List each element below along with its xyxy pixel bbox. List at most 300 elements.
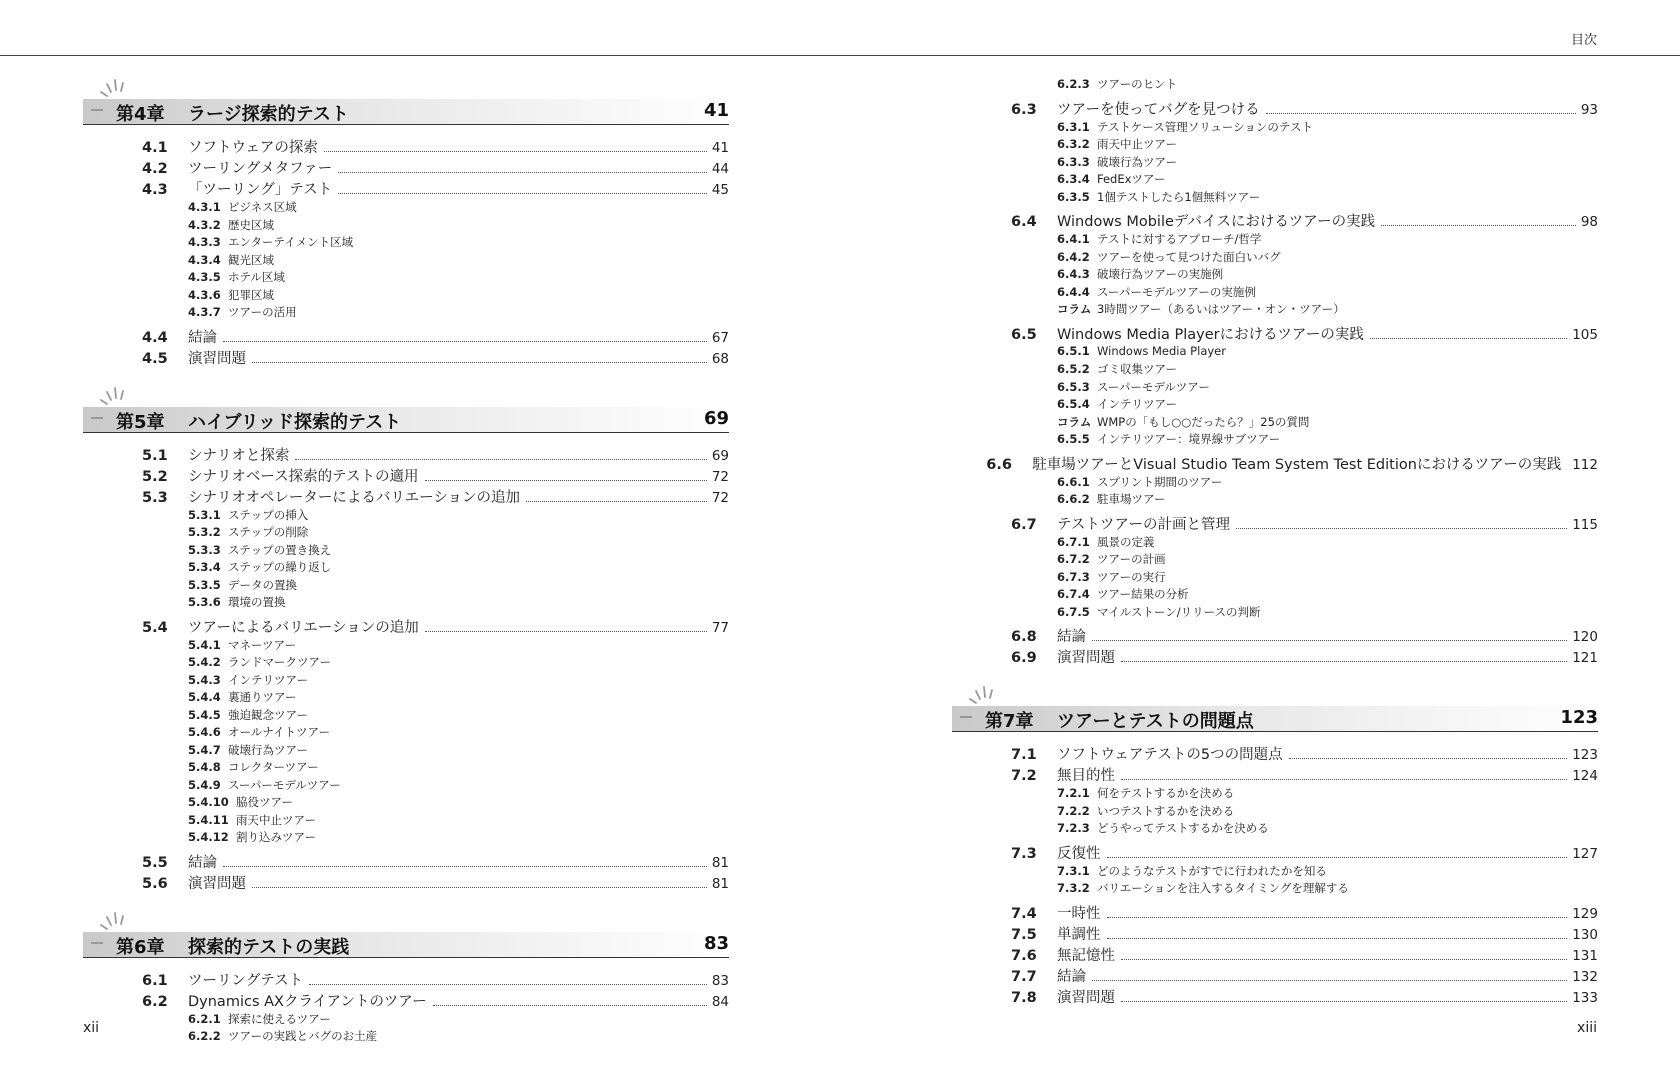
- section-number-text: 6.4: [1011, 214, 1037, 230]
- section-row: [952, 210, 1598, 231]
- section-number: [952, 517, 1057, 533]
- subsection-title: どうやってテストするかを決める: [1097, 821, 1269, 835]
- subsection-number: 5.4.8: [188, 760, 221, 774]
- subsection-title: インテリツアー: [1097, 397, 1178, 411]
- dot-leader: [1092, 640, 1567, 641]
- subsection-title: データの置換: [228, 577, 297, 592]
- subsection-number: 5.3.3: [188, 542, 221, 557]
- subsection-number: 7.2.2: [1057, 803, 1090, 818]
- chapter-title: ツアーとテストの問題点: [1057, 711, 1254, 732]
- subsection-title: ツアーの計画: [1097, 552, 1166, 566]
- chapter-page: 123: [1560, 707, 1598, 728]
- section-title: Windows Media Playerにおけるツアーの実践: [1057, 326, 1364, 343]
- subsection-title: インテリツアー: [228, 672, 309, 687]
- subsection-title: ツアー結果の分析: [1097, 587, 1189, 601]
- section-row: [952, 986, 1598, 1007]
- chapter-dash: [91, 942, 103, 944]
- subsection-number: 6.7.4: [1057, 587, 1090, 601]
- section-number: [952, 747, 1057, 763]
- dot-leader: [425, 480, 707, 481]
- subsection-number: 6.7.5: [1057, 604, 1090, 619]
- section-row: [83, 990, 729, 1011]
- section-number-text: 7.8: [1011, 989, 1037, 1006]
- subsection-number: 6.5.4: [1057, 397, 1090, 411]
- section-title: ツアーを使ってバグを見つける: [1057, 101, 1260, 118]
- subsection-number: 5.4.3: [188, 672, 221, 687]
- subsection-number: 5.4.2: [188, 655, 221, 669]
- section-page: 130: [1572, 926, 1598, 943]
- subsection-row: [952, 119, 1598, 137]
- subsection-title: 雨天中止ツアー: [1097, 137, 1178, 151]
- section-row: [83, 326, 729, 347]
- chapter-bar: [952, 706, 1598, 732]
- subsection-row: [952, 396, 1598, 414]
- subsection-title: ツアーの実践とバグのお土産: [228, 1029, 378, 1043]
- section-number: [952, 846, 1057, 862]
- subsection-number: 6.2.1: [188, 1011, 221, 1026]
- section-row: [952, 98, 1598, 119]
- dot-leader: [1107, 938, 1568, 939]
- subsection-number: 5.3.5: [188, 577, 221, 592]
- subsection-number: 6.4.4: [1057, 284, 1090, 299]
- subsection-number: 5.4.7: [188, 742, 221, 757]
- chapter-heading: [83, 915, 729, 963]
- burst-ornament-icon: [964, 685, 1004, 707]
- subsection-row: [952, 604, 1598, 622]
- section-row: [83, 178, 729, 199]
- subsection-title: 強迫観念ツアー: [228, 707, 309, 722]
- section-page: 98: [1580, 214, 1598, 230]
- section-number: [952, 768, 1057, 784]
- section-number: [83, 140, 188, 156]
- subsection-row: [83, 759, 729, 777]
- subsection-number: 6.5.1: [1057, 343, 1090, 358]
- section-page: 81: [711, 875, 729, 892]
- subsection-title: 犯罪区域: [228, 287, 274, 302]
- section-page: 72: [711, 489, 729, 506]
- section-page: 83: [711, 972, 729, 989]
- section-number-text: 5.5: [142, 854, 168, 871]
- subsection-row: [952, 249, 1598, 267]
- section-number-text: 6.3: [1011, 101, 1037, 118]
- subsection-title: ステップの置き換え: [228, 542, 332, 557]
- subsection-row: [952, 136, 1598, 154]
- section-number: [83, 448, 188, 464]
- section-number: [952, 906, 1057, 922]
- section-number-text: 7.4: [1011, 905, 1037, 922]
- subsection-number: 4.3.5: [188, 270, 221, 284]
- subsection-row: [83, 559, 729, 577]
- section-number: [952, 990, 1057, 1006]
- subsection-number: 6.4.2: [1057, 249, 1090, 264]
- subsection-row: [83, 507, 729, 525]
- section-title: 単調性: [1057, 926, 1101, 943]
- subsection-number: コラム: [1057, 414, 1092, 429]
- subsection-row: [83, 829, 729, 847]
- subsection-row: [83, 689, 729, 707]
- section-page: 123: [1572, 747, 1598, 763]
- section-number-text: 4.4: [142, 329, 168, 346]
- subsection-number: 6.7.1: [1057, 534, 1090, 549]
- section-page: 112: [1572, 456, 1598, 473]
- subsection-title: 環境の置換: [228, 595, 286, 609]
- section-number-text: 5.6: [142, 875, 168, 892]
- section-number-text: 6.2: [142, 993, 168, 1010]
- section-number-text: 4.2: [142, 161, 168, 177]
- section-title: シナリオベース探索的テストの適用: [188, 468, 419, 485]
- subsection-title: 観光区域: [228, 252, 274, 267]
- section-number-text: 4.5: [142, 350, 168, 367]
- section-number-text: 6.1: [142, 972, 168, 989]
- section-title: ソフトウェアテストの5つの問題点: [1057, 747, 1283, 763]
- subsection-row: [83, 1011, 729, 1029]
- subsection-title: 裏通りツアー: [228, 690, 297, 704]
- subsection-number: 5.3.2: [188, 525, 221, 539]
- subsection-title: 歴史区域: [228, 217, 274, 232]
- subsection-row: [952, 171, 1598, 189]
- subsection-title: スーパーモデルツアーの実施例: [1097, 284, 1256, 299]
- subsection-row: [952, 803, 1598, 821]
- subsection-number: コラム: [1057, 302, 1092, 316]
- subsection-title: インテリツアー：境界線サブツアー: [1097, 432, 1281, 446]
- subsection-number: 6.3.4: [1057, 172, 1090, 186]
- subsection-title: コレクターツアー: [228, 760, 319, 774]
- subsection-row: [83, 724, 729, 742]
- subsection-row: [83, 812, 729, 830]
- section-page: 120: [1572, 629, 1598, 645]
- subsection-number: 7.3.1: [1057, 863, 1090, 878]
- subsection-row: [952, 586, 1598, 604]
- subsection-row: [83, 304, 729, 322]
- subsection-title: どのようなテストがすでに行われたかを知る: [1097, 863, 1327, 878]
- subsection-row: [83, 252, 729, 270]
- dot-leader: [252, 887, 707, 888]
- section-number-text: 5.3: [142, 489, 168, 506]
- section-number: [83, 330, 188, 346]
- subsection-row: [952, 361, 1598, 379]
- subsection-title: スーパーモデルツアー: [228, 777, 341, 792]
- subsection-row: [83, 1028, 729, 1046]
- section-row: [952, 902, 1598, 923]
- section-page: 121: [1572, 650, 1598, 666]
- subsection-title: 割り込みツアー: [236, 830, 317, 844]
- subsection-row: [83, 672, 729, 690]
- section-row: [83, 136, 729, 157]
- subsection-row: [83, 742, 729, 760]
- subsection-number: 4.3.7: [188, 305, 221, 319]
- chapter-title: 探索的テストの実践: [188, 936, 350, 958]
- subsection-row: [83, 654, 729, 672]
- section-number: [83, 161, 188, 177]
- section-title: 反復性: [1057, 845, 1101, 862]
- section-title: 演習問題: [188, 350, 246, 367]
- section-number: [952, 948, 1057, 964]
- subsection-row: [952, 301, 1598, 319]
- chapter-title: ラージ探索的テスト: [188, 104, 349, 125]
- chapter-number: 第7章: [985, 711, 1034, 732]
- subsection-title: Windows Media Player: [1097, 343, 1226, 358]
- section-page: 67: [711, 329, 729, 346]
- subsection-title: いつテストするかを決める: [1097, 803, 1235, 818]
- section-number-text: 5.1: [142, 447, 168, 464]
- section-row: [83, 444, 729, 465]
- subsection-title: マネーツアー: [228, 637, 297, 652]
- subsection-title: WMPの「もし○○だったら？」25の質問: [1097, 414, 1310, 429]
- subsection-number: 6.3.3: [1057, 154, 1090, 169]
- section-row: [83, 465, 729, 486]
- section-page: 81: [711, 854, 729, 871]
- section-title: ツアーによるバリエーションの追加: [188, 619, 419, 636]
- subsection-number: 6.6.1: [1057, 474, 1090, 489]
- section-row: [83, 347, 729, 368]
- subsection-title: オールナイトツアー: [228, 725, 331, 739]
- section-page: 84: [711, 993, 729, 1010]
- subsection-number: 7.2.1: [1057, 786, 1090, 800]
- subsection-title: 破壊行為ツアー: [228, 742, 309, 757]
- burst-ornament-icon: [95, 386, 135, 408]
- dot-leader: [295, 459, 706, 460]
- section-title: 結論: [1057, 629, 1086, 645]
- section-title: 無記憶性: [1057, 947, 1115, 964]
- subsection-title: 3時間ツアー（あるいはツアー・オン・ツアー）: [1097, 302, 1345, 316]
- section-row: [952, 625, 1598, 646]
- section-page: 133: [1572, 989, 1598, 1006]
- subsection-number: 6.3.2: [1057, 137, 1090, 151]
- subsection-title: 駐車場ツアー: [1097, 492, 1166, 506]
- section-page: 41: [711, 140, 729, 156]
- page-number-right: xiii: [1577, 1020, 1597, 1036]
- section-page: 93: [1580, 101, 1598, 118]
- chapter-dash: [91, 109, 103, 111]
- section-row: [952, 944, 1598, 965]
- section-row: [83, 616, 729, 637]
- section-number: [83, 855, 188, 871]
- subsection-row: [952, 820, 1598, 838]
- section-row: [952, 513, 1598, 534]
- subsection-row: [952, 379, 1598, 397]
- dot-leader: [1092, 980, 1567, 981]
- subsection-row: [952, 863, 1598, 881]
- dot-leader: [526, 501, 707, 502]
- section-row: [952, 965, 1598, 986]
- section-number-text: 5.4: [142, 619, 168, 636]
- subsection-number: 5.4.4: [188, 690, 221, 704]
- section-title: シナリオオペレーターによるバリエーションの追加: [188, 489, 521, 506]
- subsection-title: 探索に使えるツアー: [228, 1011, 331, 1026]
- section-number: [952, 629, 1057, 645]
- subsection-number: 6.5.3: [1057, 379, 1090, 394]
- section-row: [83, 486, 729, 507]
- dot-leader: [1121, 1001, 1567, 1002]
- subsection-title: ホテル区域: [228, 270, 285, 284]
- section-title: 結論: [188, 854, 217, 871]
- section-number-text: 5.2: [142, 468, 168, 485]
- subsection-number: 6.5.2: [1057, 362, 1090, 376]
- section-number-text: 6.7: [1011, 516, 1037, 533]
- section-page: 115: [1572, 516, 1598, 533]
- subsection-number: 4.3.3: [188, 235, 221, 249]
- section-page: 105: [1572, 326, 1598, 343]
- section-number: [83, 973, 188, 989]
- section-number-text: 7.5: [1011, 926, 1037, 943]
- section-row: [952, 453, 1598, 474]
- section-title: 結論: [1057, 968, 1086, 985]
- chapter-page: 83: [703, 932, 729, 954]
- section-row: [83, 157, 729, 178]
- section-page: 132: [1572, 968, 1598, 985]
- chapter-title: ハイブリッド探索的テスト: [188, 411, 402, 433]
- subsection-row: [952, 880, 1598, 898]
- section-number-text: 6.6: [986, 456, 1012, 473]
- section-title: 演習問題: [1057, 989, 1115, 1006]
- page-number-left: xii: [83, 1020, 100, 1036]
- chapter-bar: [83, 99, 729, 125]
- subsection-title: スーパーモデルツアー: [1097, 379, 1210, 394]
- subsection-number: 6.4.1: [1057, 232, 1090, 246]
- chapter-heading: [952, 689, 1598, 737]
- section-number: [952, 650, 1057, 666]
- section-row: [952, 323, 1598, 344]
- dot-leader: [1121, 661, 1567, 662]
- dot-leader: [338, 193, 707, 194]
- subsection-title: ステップの繰り返し: [228, 560, 332, 574]
- subsection-number: 6.2.3: [1057, 77, 1090, 91]
- section-number-text: 7.1: [1011, 747, 1037, 763]
- subsection-row: [952, 534, 1598, 552]
- section-title: 演習問題: [188, 875, 246, 892]
- section-page: 124: [1572, 768, 1598, 784]
- section-number: [83, 469, 188, 485]
- subsection-number: 7.2.3: [1057, 821, 1090, 835]
- chapter-page: 69: [703, 407, 729, 429]
- subsection-row: [83, 269, 729, 287]
- subsection-number: 7.3.2: [1057, 881, 1090, 895]
- subsection-title: ツアーを使って見つけた面白いバグ: [1097, 249, 1281, 264]
- subsection-row: [83, 524, 729, 542]
- subsection-number: 4.3.4: [188, 252, 221, 267]
- section-title: 「ツーリング」テスト: [188, 182, 333, 198]
- dot-leader: [433, 1005, 707, 1006]
- section-page: 127: [1572, 845, 1598, 862]
- section-title: ツーリングテスト: [188, 972, 304, 989]
- subsection-title: バリエーションを注入するタイミングを理解する: [1097, 881, 1349, 895]
- subsection-number: 5.3.4: [188, 560, 221, 574]
- chapter-number: 第5章: [116, 411, 165, 433]
- section-title: テストツアーの計画と管理: [1057, 516, 1230, 533]
- subsection-row: [952, 431, 1598, 449]
- section-row: [952, 842, 1598, 863]
- chapter-number: 第6章: [116, 936, 165, 958]
- section-number: [952, 457, 1032, 473]
- section-number-text: 7.7: [1011, 968, 1037, 985]
- subsection-title: マイルストーン/リリースの判断: [1097, 604, 1261, 619]
- chapter-bar: [83, 407, 729, 433]
- subsection-title: ツアーの実行: [1097, 569, 1166, 584]
- subsection-row: [83, 542, 729, 560]
- dot-leader: [1107, 857, 1568, 858]
- section-title: Windows Mobileデバイスにおけるツアーの実践: [1057, 214, 1376, 230]
- section-row: [952, 923, 1598, 944]
- dot-leader: [425, 631, 707, 632]
- chapter-page: 41: [703, 100, 729, 121]
- subsection-number: 5.4.11: [188, 812, 229, 827]
- subsection-row: [83, 707, 729, 725]
- subsection-title: ステップの削除: [228, 525, 309, 539]
- subsection-number: 6.5.5: [1057, 432, 1090, 446]
- subsection-row: [952, 491, 1598, 509]
- section-title: 結論: [188, 329, 217, 346]
- subsection-number: 6.3.1: [1057, 119, 1090, 134]
- subsection-row: [83, 577, 729, 595]
- section-title: Dynamics AXクライアントのツアー: [188, 993, 427, 1010]
- section-number: [952, 214, 1057, 230]
- subsection-number: 5.3.6: [188, 595, 221, 609]
- dot-leader: [252, 362, 707, 363]
- section-number: [952, 927, 1057, 943]
- subsection-row: [952, 189, 1598, 207]
- dot-leader: [338, 172, 707, 173]
- section-title: 駐車場ツアーとVisual Studio Team System Test Editionにおけるツアーの実践: [1032, 456, 1562, 473]
- section-page: 77: [711, 619, 729, 636]
- section-page: 44: [711, 161, 729, 177]
- subsection-row: [83, 594, 729, 612]
- subsection-row: [952, 344, 1598, 362]
- subsection-number: 5.3.1: [188, 507, 221, 522]
- subsection-number: 5.4.9: [188, 777, 221, 792]
- section-row: [952, 646, 1598, 667]
- section-number: [83, 620, 188, 636]
- toc-right-page: [952, 76, 1598, 1007]
- section-number: [83, 490, 188, 506]
- section-page: 72: [711, 468, 729, 485]
- subsection-number: 5.4.5: [188, 707, 221, 722]
- subsection-number: 6.6.2: [1057, 492, 1090, 506]
- section-number: [83, 994, 188, 1010]
- chapter-number: 第4章: [116, 104, 165, 125]
- subsection-row: [83, 777, 729, 795]
- subsection-number: 6.7.3: [1057, 569, 1090, 584]
- subsection-title: FedExツアー: [1097, 172, 1166, 186]
- subsection-row: [83, 199, 729, 217]
- subsection-title: 破壊行為ツアーの実施例: [1097, 267, 1224, 281]
- section-row: [952, 764, 1598, 785]
- section-number-text: 4.3: [142, 182, 168, 198]
- section-page: 131: [1572, 947, 1598, 964]
- subsection-row: [83, 234, 729, 252]
- subsection-row: [952, 76, 1598, 94]
- section-title: 無目的性: [1057, 768, 1115, 784]
- section-number: [952, 102, 1057, 118]
- subsection-row: [83, 794, 729, 812]
- section-number: [952, 327, 1057, 343]
- section-title: 演習問題: [1057, 650, 1115, 666]
- chapter-heading: [83, 82, 729, 130]
- subsection-number: 6.3.5: [1057, 189, 1090, 204]
- subsection-row: [952, 414, 1598, 432]
- section-number: [83, 351, 188, 367]
- header-rule: [0, 55, 1680, 56]
- subsection-title: ランドマークツアー: [228, 655, 332, 669]
- subsection-title: ゴミ収集ツアー: [1097, 362, 1178, 376]
- subsection-title: ツアーの活用: [228, 305, 297, 319]
- section-title: ツーリングメタファー: [188, 161, 333, 177]
- section-page: 69: [711, 447, 729, 464]
- subsection-row: [952, 569, 1598, 587]
- subsection-number: 5.4.6: [188, 725, 221, 739]
- section-row: [83, 969, 729, 990]
- section-number-text: 7.6: [1011, 947, 1037, 964]
- section-number-text: 6.8: [1011, 629, 1037, 645]
